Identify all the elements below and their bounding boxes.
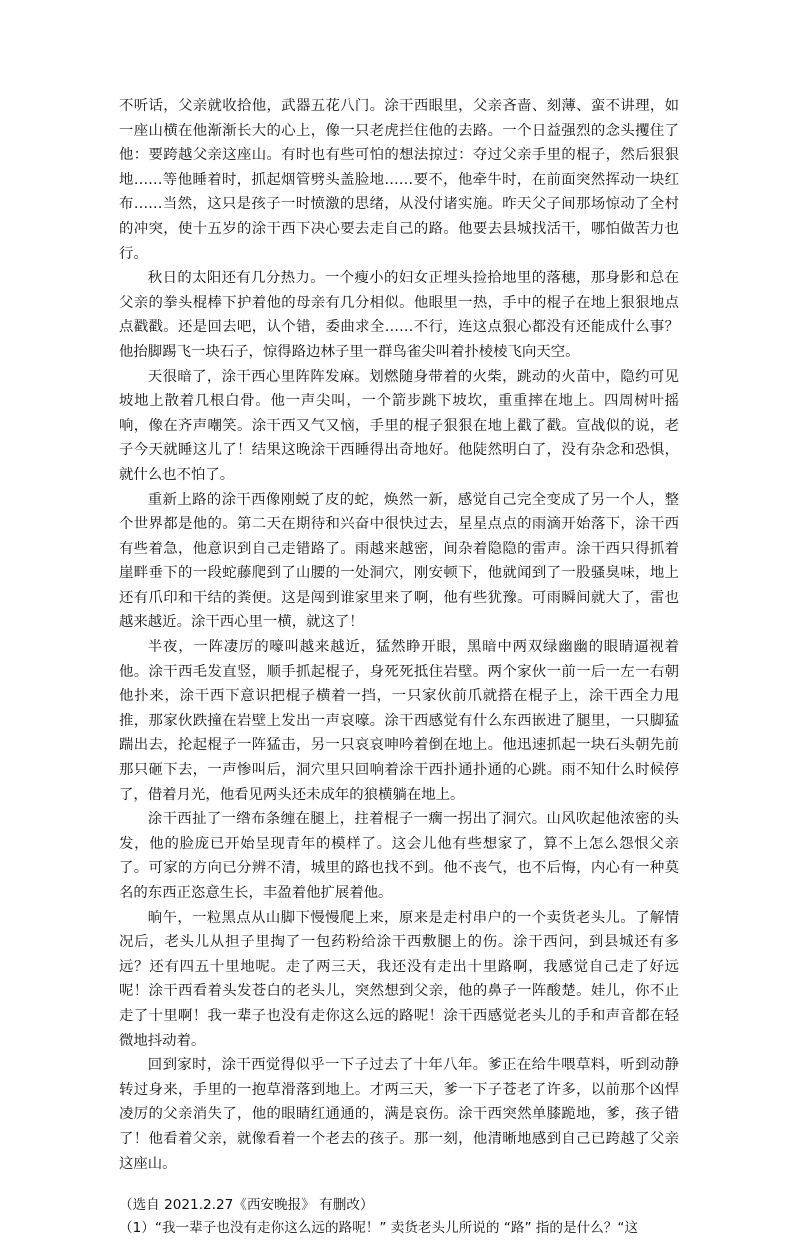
paragraph-5: 半夜，一阵凄厉的嚎叫越来越近，猛然睁开眼，黑暗中两双绿幽幽的眼睛逼视着他。涂干西毛发直竖，顺手抓起棍子，身死死抵住岩壁。两个家伙一前一后一左一右朝他扑来，涂干西下意识把棍子横着一挡，一只家伙前爪就搭在棍子上，涂干西全力甩推，那家伙跌撞在岩壁上发出一声哀嚎。涂干西感觉有什么东西嵌进了腿里，一只脚猛踹出去，抡起棍子一阵猛击，另一只哀哀呻吟着倒在地上。他迅速抓起一块石头朝先前那只砸下去，一声惨叫后，洞穴里只回响着涂干西扑通扑通的心跳。雨不知什么时候停了，借着月光，他看见两头还未成年的狼横躺在地上。 (119, 639, 679, 803)
paragraph-2: 秋日的太阳还有几分热力。一个瘦小的妇女正埋头捡拾地里的落穗，那身影和总在父亲的拳头棍棒下护着他的母亲有几分相似。他眼里一热，手中的棍子在地上狠狠地点点戳戳。还是回去吧，认个错，委曲求全……不行，连这点狠心都没有还能成什么事？他抬脚踢飞一块石子，惊得路边林子里一群鸟雀尖叫着扑棱棱飞向天空。 (119, 270, 679, 360)
paragraph-4: 重新上路的涂干西像刚蜕了皮的蛇，焕然一新，感觉自己完全变成了另一个人，整个世界都是他的。第二天在期待和兴奋中很快过去，星星点点的雨滴开始落下，涂干西有些着急，他意识到自己走错路了。雨越来越密，间杂着隐隐的雷声。涂干西只得抓着崖畔垂下的一段蛇藤爬到了山腰的一处洞穴，刚安顿下，他就闻到了一股骚臭味，地上还有爪印和干结的粪便。这是闯到谁家里来了啊，他有些犹豫。可雨瞬间就大了，雷也越来越近。涂干西心里一横，就这了！ (119, 491, 679, 631)
spacer (119, 1176, 679, 1194)
article (119, 94, 679, 1240)
paragraph-1: 不听话，父亲就收拾他，武器五花八门。涂干西眼里，父亲吝啬、刻薄、蛮不讲理，如一座山横在他渐渐长大的心上，像一只老虎拦住他的去路。一个日益强烈的念头攫住了他：要跨越父亲这座山。有时也有些可怕的想法掠过：夺过父亲手里的棍子，然后狠狠地……等他睡着时，抓起烟管劈头盖脸地……要不，他牵牛时，在前面突然挥动一块红布……当然，这只是孩子一时愤激的思绪，从没付诸实施。昨天父子间那场惊动了全村的冲突，使十五岁的涂干西下决心要去走自己的路。他要去县城找活干，哪怕做苦力也行。 (119, 98, 679, 262)
paragraph-8: 回到家时，涂干西觉得似乎一下子过去了十年八年。爹正在给牛喂草料，听到动静转过身来，手里的一抱草滑落到地上。才两三天，爹一下子苍老了许多，以前那个凶悍凌厉的父亲消失了，他的眼睛红通通的，满是哀伤。涂干西突然单膝跪地，爹，孩子错了！他看着父亲，就像看着一个老去的孩子。那一刻，他清晰地感到自己已跨越了父亲这座山。 (119, 1057, 679, 1172)
paragraph-3: 天很暗了，涂干西心里阵阵发麻。划燃随身带着的火柴，跳动的火苗中，隐约可见坡地上散着几根白骨。他一声尖叫，一个箭步跳下坡坎，重重摔在地上。四周树叶摇响，像在齐声嘲笑。涂干西又气又恼，手里的棍子狠狠在地上戳了戳。宣战似的说，老子今天就睡这儿了！结果这晚涂干西睡得出奇地好。他陡然明白了，没有杂念和恐惧，就什么也不怕了。 (119, 368, 679, 483)
question-1: （1）“我一辈子也没有走你这么远的路呢！” 卖货老头儿所说的 “路” 指的是什么？“这 (119, 1220, 639, 1237)
source-citation: （选自 2021.2.27《西安晚报》 有删改） (119, 1197, 374, 1214)
paragraph-7: 晌午，一粒黑点从山脚下慢慢爬上来，原来是走村串户的一个卖货老头儿。了解情况后，老头儿从担子里掏了一包药粉给涂干西敷腿上的伤。涂干西问，到县城还有多远？还有四五十里地呢。走了两三天，我还没有走出十里路啊，我感觉自己走了好远呢！涂干西看着头发苍白的老头儿，突然想到父亲，他的鼻子一阵酸楚。娃儿，你不止走了十里啊！我一辈子也没有走你这么远的路呢！涂干西感觉老头儿的手和声音都在轻微地抖动着。 (119, 909, 679, 1049)
paragraph-6: 涂干西扯了一绺布条缠在腿上，拄着棍子一瘸一拐出了洞穴。山风吹起他浓密的头发，他的脸庞已开始呈现青年的模样了。这会儿他有些想家了，算不上怎么怨恨父亲了。可家的方向已分辨不清，城里的路也找不到。他不丧气，也不后悔，内心有一种莫名的东西正恣意生长，丰盈着他扩展着他。 (119, 811, 679, 901)
